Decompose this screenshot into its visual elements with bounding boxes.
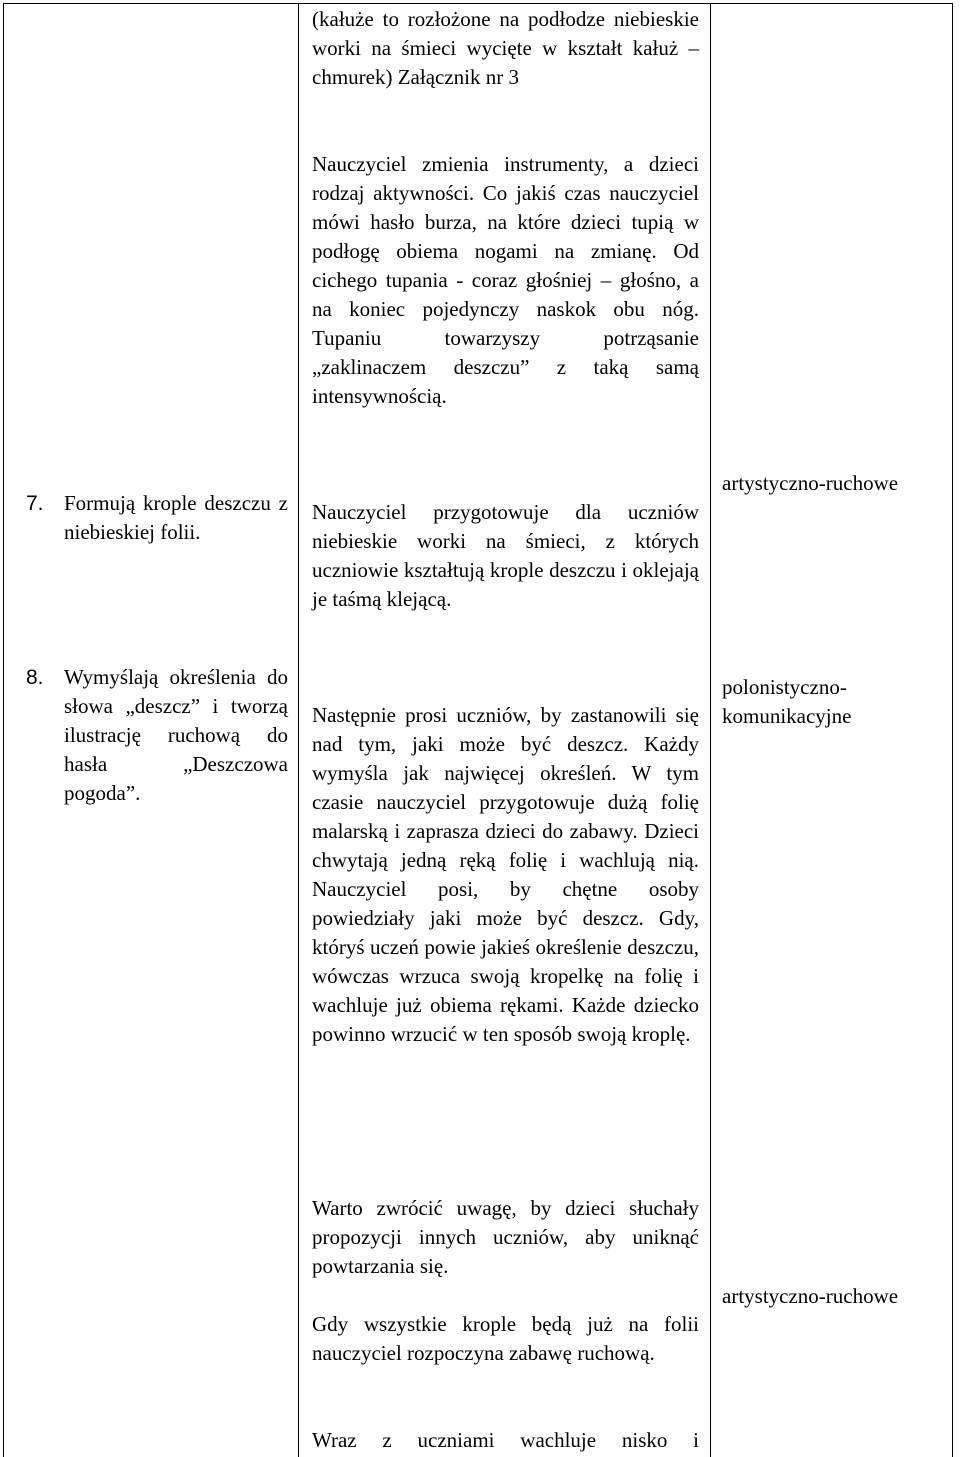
row-7-activity-type: artystyczno-ruchowe	[722, 471, 899, 495]
continuation-paragraph-1: Warto zwrócić uwagę, by dzieci słuchały propozycji innych uczniów, aby uniknąć powtarzania się.	[312, 1196, 699, 1278]
continuation-paragraph-2: Gdy wszystkie krople będą już na folii nauczyciel rozpoczyna zabawę ruchową.	[312, 1312, 699, 1365]
table-border-col2	[710, 3, 711, 1457]
intro-paragraph-2: Nauczyciel zmienia instrumenty, a dzieci rodzaj aktywności. Co jakiś czas nauczyciel mówi hasło burza, na które dzieci tupią w podłogę obiema nogami na zmianę. Od cichego tupania - coraz głośniej – głośno, a na koniec pojedynczy naskok obu nóg. Tupaniu towarzyszy potrząsanie „zaklinaczem deszczu” z taką samą intensywnością.	[312, 152, 699, 408]
row-8-description: Następnie prosi uczniów, by zastanowili się nad tym, jaki może być deszcz. Każdy wymyśla jak najwięcej określeń. W tym czasie nauczyciel przygotowuje dużą folię malarską i zaprasza dzieci do zabawy. Dzieci chwytają jedną ręką folię i wachlują nią. Nauczyciel posi, by chętne osoby powiedziały jaki może być deszcz. Gdy, któryś uczeń powie jakieś określenie deszczu, wówczas wrzuca swoją kropelkę na folię i wachluje już obiema rękami. Każde dziecko powinno wrzucić w ten sposób swoją kroplę.	[312, 703, 699, 1046]
row-7-task: Formują krople deszczu z niebieskiej folii.	[64, 491, 288, 544]
intro-paragraph-1: (kałuże to rozłożone na podłodze niebieskie worki na śmieci wycięte w kształt kałuż – chmurek) Załącznik nr 3	[312, 7, 699, 89]
row-8-activity-type-line-2: komunikacyjne	[722, 704, 852, 728]
row-8-activity-type	[722, 673, 942, 731]
row-8-number: 8.	[26, 666, 44, 689]
row-7-description: Nauczyciel przygotowuje dla uczniów niebieskie worki na śmieci, z których uczniowie kształtują krople deszczu i oklejają je taśmą klejącą.	[312, 500, 699, 611]
row-8-activity-type-line-1: polonistyczno-	[722, 675, 847, 699]
continuation-activity-type: artystyczno-ruchowe	[722, 1284, 899, 1308]
table-border-right	[952, 3, 953, 1457]
row-7-number: 7.	[26, 492, 44, 515]
row-8-task: Wymyślają określenia do słowa „deszcz” i tworzą ilustrację ruchową do hasła „Deszczowa pogoda”.	[64, 665, 288, 805]
continuation-paragraph-3: Wraz z uczniami wachluje nisko i	[312, 1428, 699, 1452]
table-border-top	[3, 3, 953, 4]
table-border-left	[3, 3, 4, 1457]
table-border-col1	[298, 3, 299, 1457]
